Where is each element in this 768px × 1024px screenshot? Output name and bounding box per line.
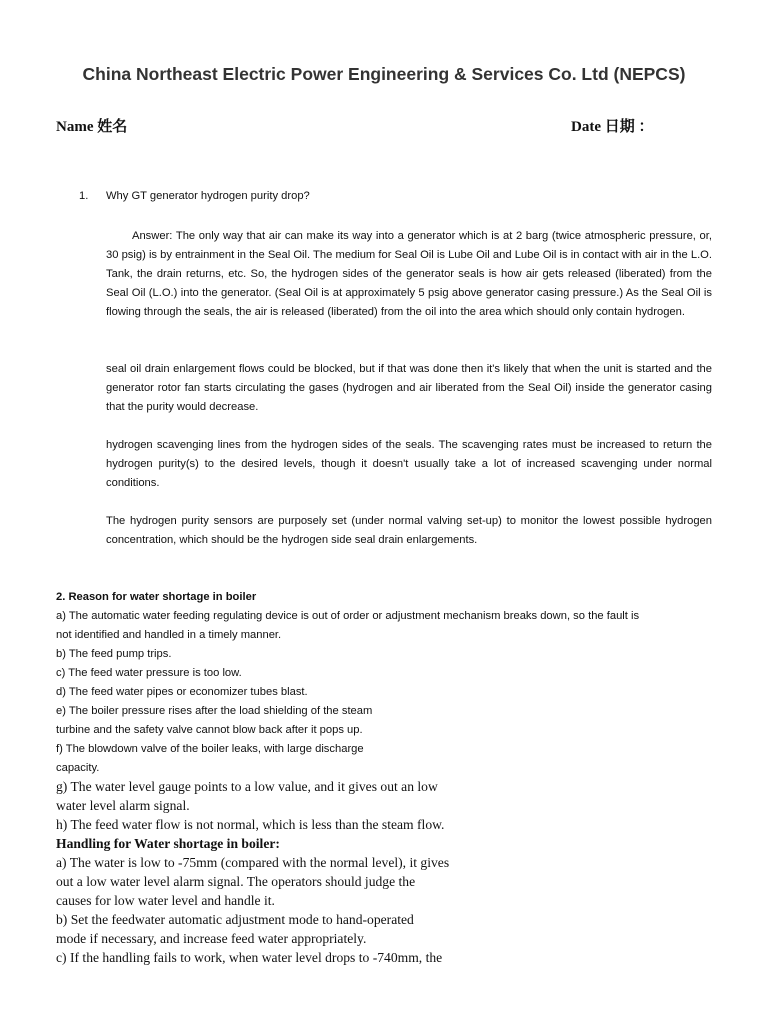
name-label: Name 姓名 bbox=[56, 119, 128, 135]
section-2-line: capacity. bbox=[56, 762, 100, 774]
section-2-heading: 2. Reason for water shortage in boiler bbox=[56, 591, 257, 603]
section-2-line: a) The automatic water feeding regulating device is out of order or adjustment mechanism breaks down, so the fault is bbox=[56, 610, 640, 622]
section-2-line: b) The feed pump trips. bbox=[56, 648, 172, 660]
date-label: Date 日期 ： bbox=[571, 119, 654, 135]
paragraph-purity-sensors: The hydrogen purity sensors are purposely set (under normal valving set-up) to monitor the lowest possible hydrogen concentration, which should be the hydrogen side seal drain enlargements. bbox=[106, 515, 712, 546]
document-title: China Northeast Electric Power Engineering & Services Co. Ltd (NEPCS) bbox=[82, 64, 686, 84]
handling-line: c) If the handling fails to work, when water level drops to -740mm, the bbox=[56, 950, 443, 965]
section-2-line: not identified and handled in a timely manner. bbox=[56, 629, 282, 641]
handling-line: mode if necessary, and increase feed water appropriately. bbox=[56, 931, 367, 946]
section-3-line: water level alarm signal. bbox=[56, 798, 190, 813]
section-3 bbox=[56, 777, 716, 967]
section-2-line: e) The boiler pressure rises after the load shielding of the steam bbox=[56, 705, 373, 717]
handling-heading: Handling for Water shortage in boiler: bbox=[56, 836, 280, 851]
section-2-line: f) The blowdown valve of the boiler leaks, with large discharge bbox=[56, 743, 364, 755]
section-2 bbox=[56, 588, 716, 778]
paragraph-seal-oil-drain: seal oil drain enlargement flows could be blocked, but if that was done then it's likely that when the unit is started and the generator rotor fan starts circulating the gases (hydrogen and air liberated from the Seal Oil) inside the generator casing that the purity would decrease. bbox=[106, 363, 712, 413]
handling-line: out a low water level alarm signal. The operators should judge the bbox=[56, 874, 416, 889]
section-2-line: c) The feed water pressure is too low. bbox=[56, 667, 242, 679]
question-1-text: Why GT generator hydrogen purity drop? bbox=[106, 190, 310, 202]
answer-paragraph: Answer: The only way that air can make its way into a generator which is at 2 barg (twice atmospheric pressure, or, 30 psig) is by entrainment in the Seal Oil. The medium for Seal Oil is Lube Oil and Lube Oil is in contact with air in the L.O. Tank, the drain returns, etc. So, the hydrogen sides of the generator seals is how air gets released (liberated) from the Seal Oil (L.O.) into the generator. (Seal Oil is at approximately 5 psig above generator casing pressure.) As the Seal Oil is flowing through the seals, the air is released (liberated) from the oil into the area which should only contain hydrogen. bbox=[106, 230, 712, 318]
handling-line: causes for low water level and handle it. bbox=[56, 893, 275, 908]
section-2-line: d) The feed water pipes or economizer tubes blast. bbox=[56, 686, 308, 698]
section-3-line: g) The water level gauge points to a low value, and it gives out an low bbox=[56, 779, 438, 794]
handling-line: b) Set the feedwater automatic adjustment mode to hand-operated bbox=[56, 912, 414, 927]
paragraph-hydrogen-scavenging: hydrogen scavenging lines from the hydrogen sides of the seals. The scavenging rates must be increased to return the hydrogen purity(s) to the desired levels, though it doesn't usually take a lot of increased scavenging under normal conditions. bbox=[106, 439, 712, 489]
handling-line: a) The water is low to -75mm (compared with the normal level), it gives bbox=[56, 855, 450, 870]
question-1-number: 1. bbox=[79, 190, 89, 202]
section-2-line: turbine and the safety valve cannot blow back after it pops up. bbox=[56, 724, 363, 736]
section-3-line: h) The feed water flow is not normal, which is less than the steam flow. bbox=[56, 817, 445, 832]
